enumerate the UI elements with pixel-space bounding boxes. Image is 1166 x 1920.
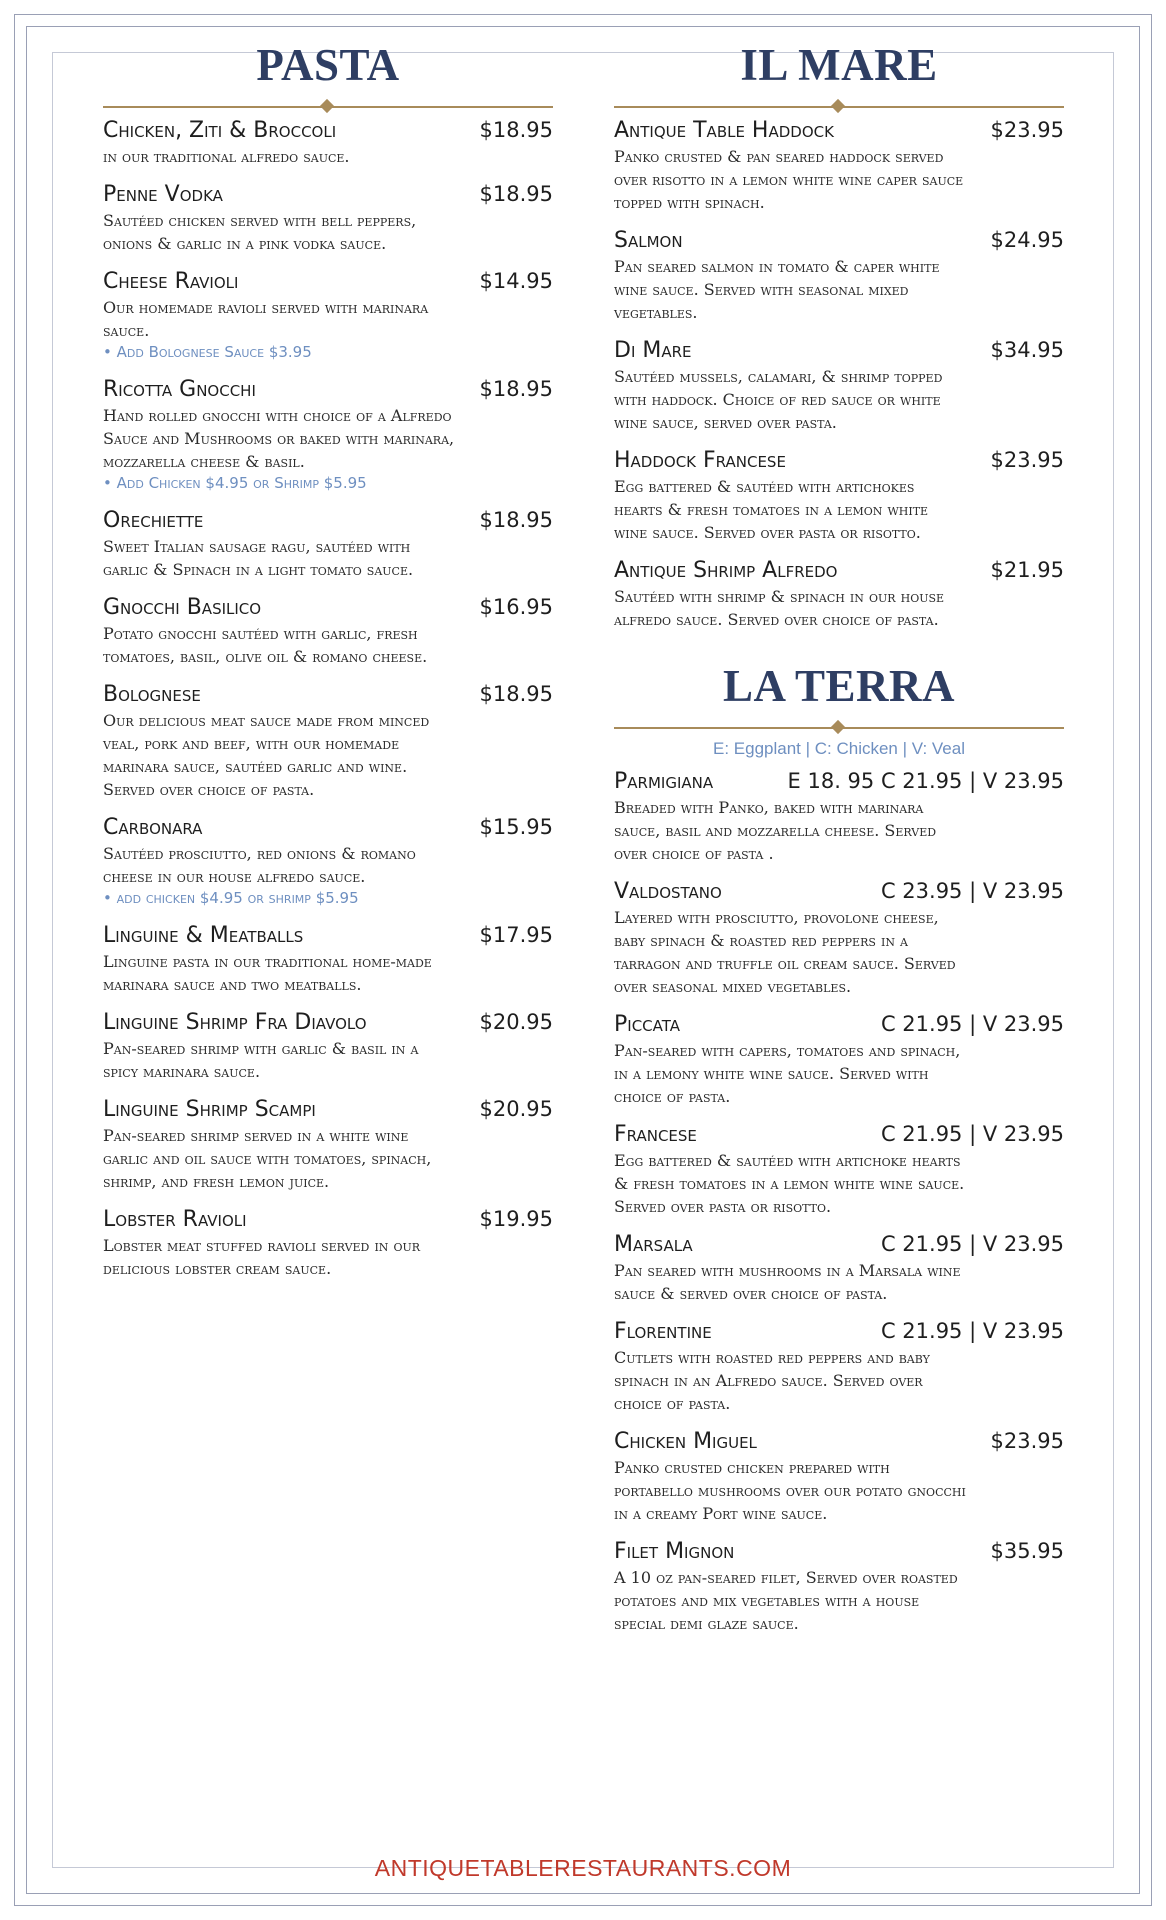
ilmare-item-list [614, 116, 1064, 631]
menu-item-price: $23.95 [990, 448, 1064, 472]
menu-item [103, 375, 553, 494]
menu-item-description: Cutlets with roasted red peppers and baby spinach in an Alfredo sauce. Served over choice of pasta. [614, 1348, 930, 1413]
menu-item [614, 226, 1064, 324]
laterra-title: LA TERRA [723, 661, 955, 711]
menu-item-description: Panko crusted & pan seared haddock served over risotto in a lemon white wine caper sauce topped with spinach. [614, 147, 964, 212]
menu-item-description: Panko crusted chicken prepared with portabello mushrooms over our potato gnocchi in a creamy Port wine sauce. [614, 1458, 966, 1523]
menu-item-name: Antique Table Haddock [614, 118, 834, 143]
menu-item-price: $15.95 [479, 815, 553, 839]
laterra-item-list [614, 767, 1064, 1635]
menu-item-header [614, 1010, 1064, 1039]
menu-item [103, 921, 553, 996]
menu-item-header [103, 1095, 553, 1124]
menu-item [103, 180, 553, 255]
diamond-ornament-icon [320, 99, 334, 113]
menu-item-price: $17.95 [479, 923, 553, 947]
menu-item [614, 1317, 1064, 1415]
menu-item-price: $34.95 [990, 338, 1064, 362]
menu-item-price: E 18. 95 C 21.95 | V 23.95 [787, 769, 1064, 793]
menu-item-price: $18.95 [479, 377, 553, 401]
menu-item-header [614, 767, 1064, 796]
menu-item-addon: • Add Bolognese Sauce $3.95 [103, 343, 312, 361]
menu-item-name: Valdostano [614, 879, 722, 904]
menu-item-description: in our traditional alfredo sauce. [103, 147, 350, 166]
menu-item [614, 1427, 1064, 1525]
menu-item-name: Gnocchi Basilico [103, 595, 262, 620]
menu-item-price: $23.95 [990, 1429, 1064, 1453]
laterra-legend: E: Eggplant | C: Chicken | V: Veal [712, 739, 965, 758]
menu-item [103, 813, 553, 909]
menu-item [614, 1120, 1064, 1218]
menu-item-addon: • Add Chicken $4.95 or Shrimp $5.95 [103, 474, 367, 492]
menu-item-description: Pan seared salmon in tomato & caper white wine sauce. Served with seasonal mixed vegetables. [614, 257, 940, 322]
menu-item-description: Pan-seared shrimp with garlic & basil in a spicy marinara sauce. [103, 1039, 419, 1081]
menu-item-price: C 21.95 | V 23.95 [880, 1232, 1064, 1256]
menu-item-header [614, 116, 1064, 145]
menu-item-header [103, 180, 553, 209]
menu-item-name: Filet Mignon [614, 1539, 735, 1564]
menu-item-header [103, 680, 553, 709]
menu-item-header [614, 1120, 1064, 1149]
menu-item [103, 680, 553, 801]
pasta-column [103, 36, 553, 1292]
menu-item-description: Our delicious meat sauce made from minced veal, pork and beef, with our homemade marinara sauce, sautéed garlic and wine. Served over choice of pasta. [103, 711, 430, 799]
menu-item-price: C 21.95 | V 23.95 [880, 1122, 1064, 1146]
menu-item-header [614, 226, 1064, 255]
menu-item-header [103, 921, 553, 950]
menu-item [614, 556, 1064, 631]
menu-item-price: $18.95 [479, 118, 553, 142]
menu-item [614, 1537, 1064, 1635]
menu-item-header [614, 1537, 1064, 1566]
menu-item-header [103, 1008, 553, 1037]
menu-item-header [103, 1205, 553, 1234]
menu-item-description: Breaded with Panko, baked with marinara sauce, basil and mozzarella cheese. Served over choice of pasta . [614, 798, 937, 863]
menu-item-price: $21.95 [990, 558, 1064, 582]
menu-item [614, 116, 1064, 214]
menu-item-price: $19.95 [479, 1207, 553, 1231]
menu-item-header [614, 1427, 1064, 1456]
menu-item [614, 1010, 1064, 1108]
menu-item-header [103, 375, 553, 404]
menu-item-name: Orechiette [103, 508, 204, 533]
menu-item-header [614, 1317, 1064, 1346]
menu-item-header [614, 556, 1064, 585]
menu-item [614, 446, 1064, 544]
menu-item-name: Piccata [614, 1012, 680, 1037]
menu-item [103, 267, 553, 363]
menu-item-header [103, 813, 553, 842]
pasta-divider [103, 98, 553, 116]
menu-item-price: $23.95 [990, 118, 1064, 142]
diamond-ornament-icon [831, 720, 845, 734]
menu-item-name: Penne Vodka [103, 182, 223, 207]
menu-item-description: Sautéed chicken served with bell peppers, onions & garlic in a pink vodka sauce. [103, 211, 417, 253]
menu-item-description: Sautéed with shrimp & spinach in our house alfredo sauce. Served over choice of pasta. [614, 587, 945, 629]
menu-item [103, 1205, 553, 1280]
pasta-item-list [103, 116, 553, 1280]
menu-item-description: Sweet Italian sausage ragu, sautéed with garlic & Spinach in a light tomato sauce. [103, 537, 414, 579]
menu-item-price: $24.95 [990, 228, 1064, 252]
menu-item-price: $18.95 [479, 682, 553, 706]
menu-item-name: Marsala [614, 1232, 693, 1257]
menu-item-name: Linguine Shrimp Scampi [103, 1097, 316, 1122]
menu-item-header [103, 267, 553, 296]
right-column [614, 36, 1064, 1647]
menu-item [614, 767, 1064, 865]
menu-item [103, 506, 553, 581]
menu-item-description: Linguine pasta in our traditional home-made marinara sauce and two meatballs. [103, 952, 432, 994]
menu-item [614, 1230, 1064, 1305]
menu-item-description: Potato gnocchi sautéed with garlic, fresh tomatoes, basil, olive oil & romano cheese. [103, 624, 428, 666]
menu-item-name: Linguine & Meatballs [103, 923, 304, 948]
menu-item-description: Egg battered & sautéed with artichokes hearts & fresh tomatoes in a lemon white wine sauce. Served over pasta or risotto. [614, 477, 929, 542]
menu-item [614, 336, 1064, 434]
menu-item-name: Salmon [614, 228, 683, 253]
diamond-ornament-icon [831, 99, 845, 113]
menu-item-price: $35.95 [990, 1539, 1064, 1563]
menu-item-name: Lobster Ravioli [103, 1207, 247, 1232]
menu-item-price: $16.95 [479, 595, 553, 619]
menu-item-description: Pan-seared with capers, tomatoes and spinach, in a lemony white wine sauce. Served with choice of pasta. [614, 1041, 961, 1106]
ilmare-divider [614, 98, 1064, 116]
menu-item-header [103, 593, 553, 622]
menu-item-name: Di Mare [614, 338, 692, 363]
menu-item-addon: • add chicken $4.95 or shrimp $5.95 [103, 889, 359, 907]
menu-item-description: A 10 oz pan-seared filet, Served over roasted potatoes and mix vegetables with a house special demi glaze sauce. [614, 1568, 958, 1633]
menu-item-price: $14.95 [479, 269, 553, 293]
menu-item-header [103, 116, 553, 145]
website-link[interactable]: ANTIQUETABLERESTAURANTS.COM [374, 1855, 792, 1881]
menu-item-price: $20.95 [479, 1097, 553, 1121]
menu-item-name: Carbonara [103, 815, 203, 840]
menu-item-header [614, 446, 1064, 475]
menu-item-name: Antique Shrimp Alfredo [614, 558, 838, 583]
menu-item-header [614, 877, 1064, 906]
menu-item-price: $18.95 [479, 182, 553, 206]
menu-item-header [103, 506, 553, 535]
section-spacer [614, 643, 1064, 657]
menu-item-name: Bolognese [103, 682, 201, 707]
menu-item [103, 1008, 553, 1083]
menu-item-name: Ricotta Gnocchi [103, 377, 256, 402]
menu-item-name: Cheese Ravioli [103, 269, 239, 294]
laterra-divider [614, 719, 1064, 737]
menu-item-price: C 21.95 | V 23.95 [880, 1319, 1064, 1343]
menu-item-header [614, 1230, 1064, 1259]
menu-item-price: C 21.95 | V 23.95 [880, 1012, 1064, 1036]
menu-item-header [614, 336, 1064, 365]
menu-item-name: Florentine [614, 1319, 712, 1344]
menu-item-price: $18.95 [479, 508, 553, 532]
menu-item-description: Hand rolled gnocchi with choice of a Alfredo Sauce and Mushrooms or baked with marinara, mozzarella cheese & basil. [103, 406, 455, 471]
menu-item-price: C 23.95 | V 23.95 [880, 879, 1064, 903]
menu-item-description: Sautéed prosciutto, red onions & romano cheese in our house alfredo sauce. [103, 844, 416, 886]
menu-item-description: Layered with prosciutto, provolone cheese, baby spinach & roasted red peppers in a tarragon and truffle oil cream sauce. Served over seasonal mixed vegetables. [614, 908, 956, 996]
menu-item-name: Chicken, Ziti & Broccoli [103, 118, 337, 143]
menu-item-description: Egg battered & sautéed with artichoke hearts & fresh tomatoes in a lemon white wine sauce. Served over pasta or risotto. [614, 1151, 965, 1216]
ilmare-title: IL MARE [740, 40, 938, 90]
menu-item-description: Pan-seared shrimp served in a white wine garlic and oil sauce with tomatoes, spinach, shrimp, and fresh lemon juice. [103, 1126, 432, 1191]
menu-item-price: $20.95 [479, 1010, 553, 1034]
menu-item-name: Parmigiana [614, 769, 714, 794]
pasta-title: PASTA [256, 40, 400, 90]
menu-item-description: Sautéed mussels, calamari, & shrimp topped with haddock. Choice of red sauce or white wine sauce, served over pasta. [614, 367, 943, 432]
menu-item-description: Pan seared with mushrooms in a Marsala wine sauce & served over choice of pasta. [614, 1261, 961, 1303]
menu-item [103, 116, 553, 168]
menu-item-name: Chicken Miguel [614, 1429, 757, 1454]
menu-item-name: Linguine Shrimp Fra Diavolo [103, 1010, 367, 1035]
menu-item-description: Our homemade ravioli served with marinara sauce. [103, 298, 429, 340]
menu-item [103, 1095, 553, 1193]
menu-item-description: Lobster meat stuffed ravioli served in our delicious lobster cream sauce. [103, 1236, 421, 1278]
menu-item [614, 877, 1064, 998]
menu-item-name: Haddock Francese [614, 448, 786, 473]
menu-item-name: Francese [614, 1122, 697, 1147]
menu-item [103, 593, 553, 668]
